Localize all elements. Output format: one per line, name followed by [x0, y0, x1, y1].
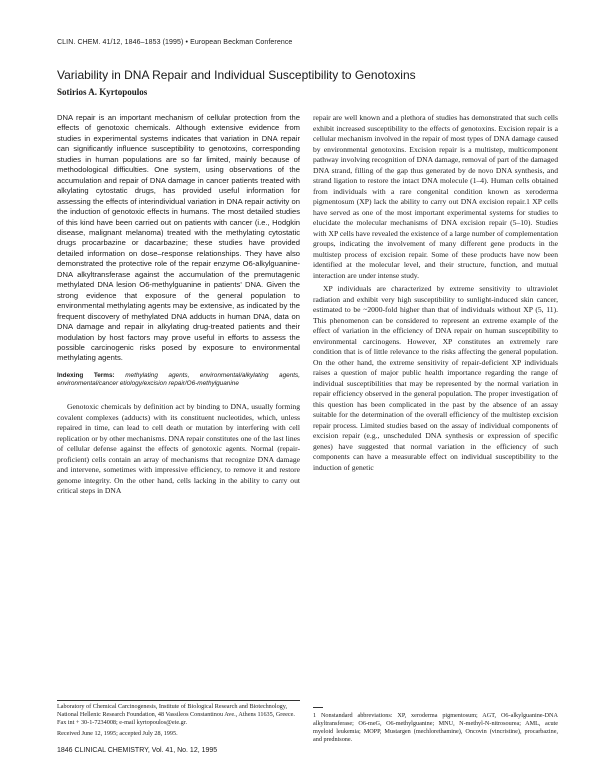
footnote-divider	[313, 707, 323, 708]
author-name: Sotirios A. Kyrtopoulos	[57, 87, 148, 97]
article-title: Variability in DNA Repair and Individual Susceptibility to Genotoxins	[57, 68, 416, 82]
affiliation-footnote	[57, 700, 300, 738]
abstract: DNA repair is an important mechanism of cellular protection from the effects of genotoxic chemicals. Although extensive evidence from studies in experimental systems indicates that variation in DNA repair can significantly influence susceptibility to genotoxins, corresponding studies in human populations are so far limited, mainly because of methodological difficulties. One system, using observations of the accumulation and repair of DNA damage in cancer patients treated with alkylating cytostatic drugs, has provided useful information for assessing the effects of interindividual variation in DNA repair activity on the induction of genotoxic effects in humans. The most detailed studies of this kind have been carried out on patients with cancer (i.e., Hodgkin disease, malignant melanoma) treated with the methylating cytostatic drugs procarbazine or dacarbazine; these studies have provided detailed information on dose–response relationships. They have also demonstrated the protective role of the repair enzyme O6-alkylguanine-DNA alkyltransferase against the accumulation of the premutagenic methylated DNA lesion O6-methylguanine in patients' DNA. Given the strong evidence that exposure of the general population to environmental methylating agents may be extensive, as indicated by the frequent discovery of methylated DNA adducts in human DNA, data on DNA damage and repair in alkylating drug-treated patients and their modulation by host factors may prove useful in efforts to assess the possible carcinogenic risks posed by exposure to environmental methylating agents.	[57, 113, 300, 363]
indexing-terms-label: Indexing Terms:	[57, 371, 115, 379]
indexing-terms	[57, 372, 300, 389]
affiliation-text: Laboratory of Chemical Carcinogenesis, Institute of Biological Research and Biotechnology, National Hellenic Research Foundation, 48 Vassileos Constantinou Ave., Athens 11635, Greece. Fax int + 30-1-7234008; e-mail kyrtopoulos@eie.gr.	[57, 703, 295, 727]
running-head: CLIN. CHEM. 41/12, 1846–1853 (1995) • European Beckman Conference	[57, 39, 293, 46]
body-paragraph-1: repair are well known and a plethora of studies has demonstrated that such cells exhibit increased susceptibility to the effects of genotoxins. Excision repair is a cellular mechanism involved in the repair of most types of DNA damage caused by environmental genotoxins. Excision repair is a multistep, multicomponent pathway involving recognition of DNA damage, removal of part of the damaged DNA strand, filling of the gap thus generated by de novo DNA synthesis, and strand ligation to restore the intact DNA molecule (1–4). Human cells obtained from individuals with a rare congenital condition known as xeroderma pigmentosum (XP) lack the ability to carry out DNA excision repair.1 XP cells have served as one of the most important experimental systems for studies to elucidate the molecular mechanisms of DNA excision repair (5–10). Studies with XP cells have revealed the existence of a large number of complementation groups, indicating the involvement of many different gene products in the multistep process of excision repair. Some of these products have now been identified at the molecular level, and their structure, function, and mutual interaction are under intense study.	[313, 113, 558, 280]
abbreviations-footnote: 1 Nonstandard abbreviations: XP, xeroderma pigmentosum; AGT, O6-alkylguanine-DNA alkyltransferase; O6-meG, O6-methylguanine; MNU, N-methyl-N-nitrosourea; AML, acute myeloid leukemia; MOPP, Mustargen (mechlorethamine), Oncovin (vincristine), procarbazine, and prednisone.	[313, 712, 558, 744]
intro-paragraph: Genotoxic chemicals by definition act by binding to DNA, usually forming covalent complexes (adducts) with its constituent nucleotides, which, unless repaired in time, can lead to cell death or mutation by interfering with cell replication or by other mechanisms. DNA repair constitutes one of the last lines of cellular defense against the effects of genotoxic agents. Normal (repair-proficient) cells contain an array of mechanisms that recognize DNA damage and intervene, sometimes with impressive efficiency, to remove it and restore genome integrity. On the other hand, cells lacking in the ability to carry out critical steps in DNA	[57, 402, 300, 496]
left-column	[57, 113, 300, 497]
body-paragraph-2: XP individuals are characterized by extreme sensitivity to ultraviolet radiation and exhibit very high susceptibility to sunlight-induced skin cancer, estimated to be ~2000-fold higher than that of individuals without XP (5, 11). This phenomenon can be considered to represent an extreme example of the effect of variation in the efficiency of DNA repair on human susceptibility to environmental carcinogens. However, XP constitutes an extremely rare condition that is of little relevance to the risks affecting the general population. On the other hand, the extreme sensitivity of repair-deficient XP individuals raises a question of major public health importance regarding the range of individual susceptibilities that may be represented by the normal variation in repair efficiency observed in the general population. The proper investigation of this question has been complicated in the past by the absence of an assay suitable for the determination of the overall efficiency of the multistep excision repair process. Limited studies based on the assay of individual components of excision repair (e.g., unscheduled DNA synthesis or expression of specific genes) have suggested that normal variation in the efficiency of such components can have a measurable effect on individual susceptibility to the induction of genetic	[313, 284, 558, 472]
received-dates: Received June 12, 1995; accepted July 28, 1995.	[57, 730, 178, 738]
right-column	[313, 113, 558, 473]
indexing-terms-list: methylating agents, environmental/alkylating agents, environmental/cancer etiology/excision repair/O6-methylguanine	[57, 371, 300, 388]
page-footer: 1846 CLINICAL CHEMISTRY, Vol. 41, No. 12, 1995	[57, 747, 218, 754]
